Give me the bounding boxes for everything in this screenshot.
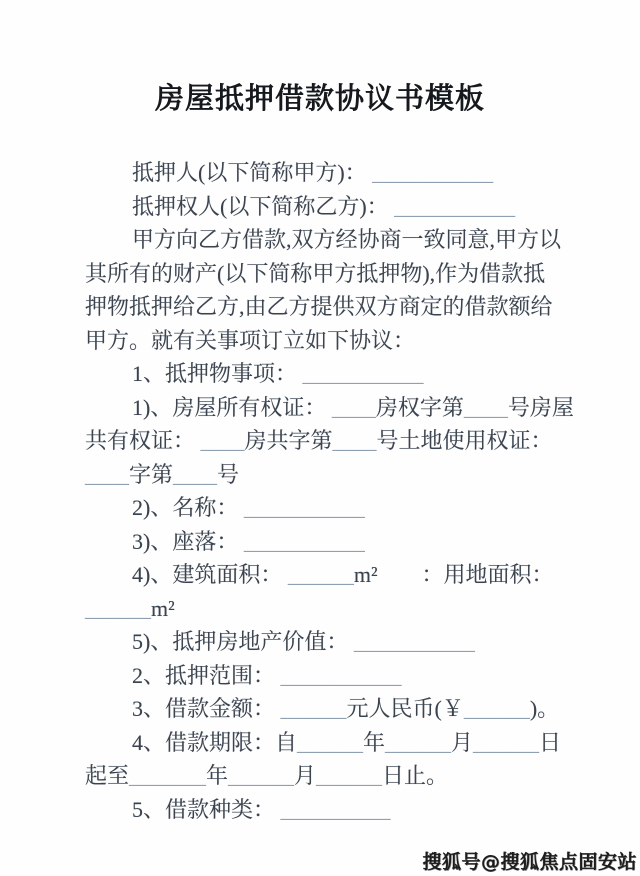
watermark-text: 搜狐号@搜狐焦点固安站 — [422, 851, 637, 873]
blank-underline: ____ — [331, 394, 376, 420]
document-title: 房屋抵押借款协议书模板 — [154, 83, 485, 115]
blank-underline: ____ — [85, 461, 129, 487]
document-line: 4)、建筑面积： ______m² ：用地面积： — [132, 562, 554, 587]
blank-underline: ______ — [316, 763, 383, 788]
blank-underline: ____ — [332, 428, 377, 453]
document-line: 4、借款期限：自______年______月______日 — [132, 729, 562, 755]
blank-underline: ______ — [287, 562, 354, 587]
blank-underline: ______ — [385, 729, 452, 755]
blank-underline: ____ — [173, 461, 218, 487]
document-line: 甲方。就有关事项订立如下协议： — [85, 327, 416, 353]
document-line: 2、抵押范围： ___________ — [132, 662, 402, 688]
document-line: 1)、房屋所有权证： ____房权字第____号房屋 — [132, 394, 574, 420]
blank-underline: ______ — [85, 595, 151, 621]
blank-underline: ___________ — [243, 495, 365, 520]
blank-underline: ___________ — [372, 160, 494, 185]
document-line: 5、借款种类： __________ — [132, 796, 391, 822]
document-line: 押物抵押给乙方,由乙方提供双方商定的借款额给 — [85, 294, 553, 319]
document-line: 3)、座落： ___________ — [132, 528, 365, 554]
document-line: 抵押人(以下简称甲方)： ___________ — [132, 160, 494, 185]
document-line: 起至_______年______月______日止。 — [85, 763, 449, 788]
document-line: 2)、名称： ___________ — [132, 495, 365, 520]
document-line: 5)、抵押房地产价值： ___________ — [132, 629, 475, 654]
blank-underline: ____ — [463, 394, 508, 420]
blank-underline: ______ — [473, 729, 540, 755]
blank-underline: ___________ — [243, 528, 365, 554]
blank-underline: ___________ — [280, 662, 402, 688]
blank-underline: ______ — [463, 696, 530, 721]
document-body — [85, 156, 575, 826]
document-line: 共有权证： ____房共字第____号土地使用权证： — [85, 428, 553, 453]
document-line: 甲方向乙方借款,双方经协商一致同意,甲方以 — [132, 227, 562, 252]
blank-underline: ____ — [200, 428, 245, 453]
blank-underline: ___________ — [302, 361, 424, 386]
blank-underline: _______ — [129, 763, 207, 788]
document-line: ______m² — [85, 595, 175, 621]
document-line: 抵押权人(以下简称乙方)： ___________ — [132, 193, 516, 219]
blank-underline: ___________ — [394, 193, 516, 219]
blank-underline: ______ — [297, 729, 364, 755]
document-line: 其所有的财产(以下简称甲方抵押物),作为借款抵 — [85, 260, 546, 286]
blank-underline: ______ — [228, 763, 295, 788]
document-line: ____字第____号 — [85, 461, 240, 487]
blank-underline: ___________ — [353, 629, 475, 654]
blank-underline: ______ — [280, 696, 347, 721]
document-line: 3、借款金额： ______元人民币(￥______)。 — [132, 696, 560, 721]
document-line: 1、抵押物事项： ___________ — [132, 361, 424, 386]
blank-underline: __________ — [280, 796, 391, 822]
